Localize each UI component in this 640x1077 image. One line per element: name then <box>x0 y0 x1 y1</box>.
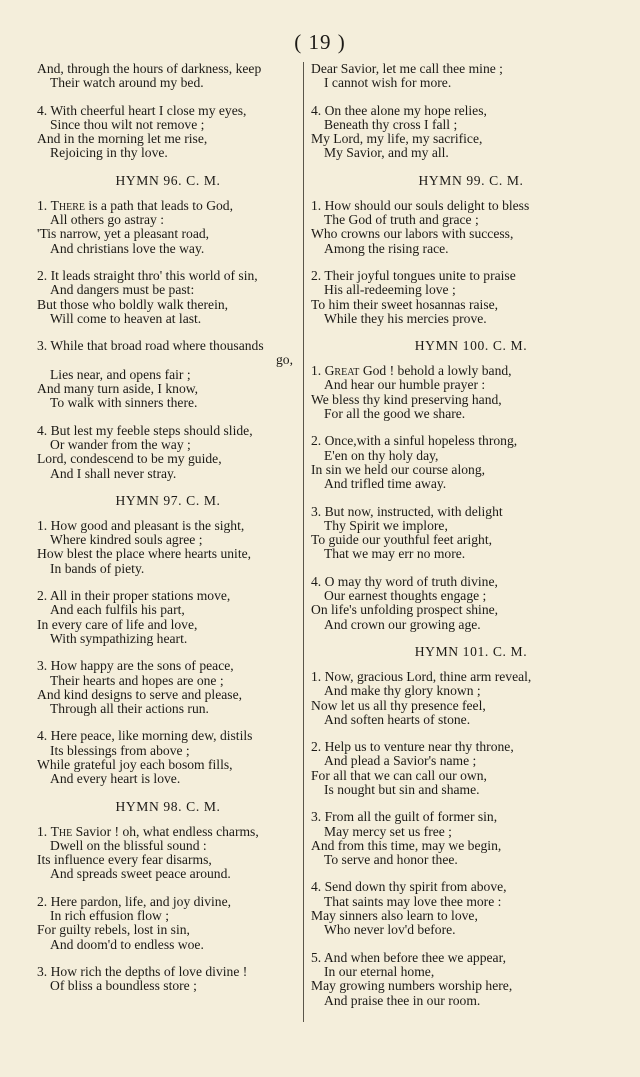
verse-line: Beneath thy cross I fall ; <box>324 116 458 132</box>
verse-line: Is nought but sin and shame. <box>324 781 480 797</box>
verse-line: To him their sweet hosannas raise, <box>311 296 499 312</box>
verse-line: For all that we can call our own, <box>311 767 487 783</box>
verse-line: Its influence every fear disarms, <box>37 852 212 868</box>
stanza <box>37 519 299 576</box>
verse-line: Lies near, and opens fair ; <box>50 366 191 382</box>
verse-line: Of bliss a boundless store ; <box>50 978 197 994</box>
verse-line: To guide our youthful feet aright, <box>311 532 493 548</box>
verse-line: 1. Now, gracious Lord, thine arm reveal, <box>311 668 532 684</box>
stanza <box>37 199 299 256</box>
verse-line: Dwell on the blissful sound : <box>50 837 207 853</box>
verse-line: I cannot wish for more. <box>324 75 452 91</box>
verse-line: Rejoicing in thy love. <box>50 145 168 161</box>
verse-line: 4. O may thy word of truth divine, <box>311 573 498 589</box>
verse-line: And, through the hours of darkness, keep <box>37 61 262 76</box>
stanza <box>311 575 631 632</box>
stanza <box>37 825 299 882</box>
verse-line-turnover: go, <box>276 352 293 368</box>
stanza <box>311 364 631 421</box>
stanza <box>311 740 631 797</box>
verse-line: 2. It leads straight thro' this world of sin, <box>37 267 258 283</box>
verse-line: In our eternal home, <box>324 963 435 979</box>
hymn-heading: HYMN 96. C. M. <box>115 172 221 188</box>
verse-line: 3. From all the guilt of former sin, <box>311 809 498 825</box>
column-divider <box>303 62 304 1022</box>
verse-line: To walk with sinners there. <box>50 395 198 411</box>
verse-line: And trifled time away. <box>324 476 447 492</box>
stanza <box>311 951 631 1008</box>
stanza <box>311 810 631 867</box>
verse-line: In every care of life and love, <box>37 616 198 632</box>
stanza <box>37 965 299 994</box>
verse-line: To serve and honor thee. <box>324 852 458 868</box>
verse-line: 3. But now, instructed, with delight <box>311 503 503 519</box>
verse-line: While grateful joy each bosom fills, <box>37 756 233 772</box>
hymn-heading: HYMN 100. C. M. <box>414 338 528 354</box>
page-number: ( 19 ) <box>294 30 346 54</box>
verse-line: Lord, condescend to be my guide, <box>37 451 222 467</box>
verse-line: Our earnest thoughts engage ; <box>324 588 487 604</box>
verse-line: 2. Once,with a sinful hopeless throng, <box>311 433 518 449</box>
verse-line: 1. How good and pleasant is the sight, <box>37 517 245 533</box>
verse-line: And plead a Savior's name ; <box>324 753 477 769</box>
verse-line: We bless thy kind preserving hand, <box>311 391 502 407</box>
verse-line: Where kindred souls agree ; <box>50 532 203 548</box>
stanza <box>37 729 299 786</box>
verse-line: E'en on thy holy day, <box>324 447 439 463</box>
verse-line: In rich effusion flow ; <box>50 908 170 924</box>
verse-line: All others go astray : <box>50 212 165 228</box>
verse-line: In sin we held our course along, <box>311 461 486 477</box>
verse-line: And crown our growing age. <box>324 616 481 632</box>
verse-line: 4. Here peace, like morning dew, distils <box>37 728 253 744</box>
verse-line: 4. But lest my feeble steps should slide, <box>37 422 253 438</box>
verse-line: And spreads sweet peace around. <box>50 866 231 882</box>
stanza <box>37 339 299 410</box>
verse-line: And in the morning let me rise, <box>37 131 208 147</box>
verse-line: Among the rising race. <box>324 240 449 256</box>
verse-line: My Savior, and my all. <box>324 145 449 161</box>
stanza <box>37 104 299 161</box>
verse-line: And each fulfils his part, <box>50 602 185 618</box>
verse-line: 4. With cheerful heart I close my eyes, <box>37 102 247 118</box>
verse-line: Now let us all thy presence feel, <box>311 697 486 713</box>
verse-line: And soften hearts of stone. <box>324 711 471 727</box>
verse-line: 2. Help us to venture near thy throne, <box>311 739 514 755</box>
verse-line: Thy Spirit we implore, <box>324 517 448 533</box>
verse-line: 2. Here pardon, life, and joy divine, <box>37 893 232 909</box>
stanza <box>311 269 631 326</box>
verse-line: And many turn aside, I know, <box>37 381 199 397</box>
verse-line: 'Tis narrow, yet a pleasant road, <box>37 226 210 242</box>
verse-line: And hear our humble prayer : <box>324 377 486 393</box>
verse-line: Their hearts and hopes are one ; <box>50 672 224 688</box>
verse-line: That we may err no more. <box>324 546 466 562</box>
verse-line: In bands of piety. <box>50 560 145 576</box>
hymn-heading: HYMN 98. C. M. <box>115 798 221 814</box>
verse-line: 4. Send down thy spirit from above, <box>311 879 507 895</box>
verse-line: 1. How should our souls delight to bless <box>311 197 530 213</box>
verse-line: 1. Great God ! behold a lowly band, <box>311 363 512 379</box>
verse-line: Will come to heaven at last. <box>50 310 202 326</box>
verse-line: Dear Savior, let me call thee mine ; <box>311 61 503 76</box>
stanza <box>311 199 631 256</box>
verse-line: But those who boldly walk therein, <box>37 296 229 312</box>
hymn-heading: HYMN 97. C. M. <box>115 492 221 508</box>
verse-line: And I shall never stray. <box>50 465 177 481</box>
right-column <box>311 62 631 1021</box>
verse-line: Its blessings from above ; <box>50 742 190 758</box>
verse-line: On life's unfolding prospect shine, <box>311 602 499 618</box>
verse-line: Through all their actions run. <box>50 701 209 717</box>
verse-line: 3. How rich the depths of love divine ! <box>37 963 248 979</box>
verse-line: Or wander from the way ; <box>50 436 191 452</box>
verse-line: 1. There is a path that leads to God, <box>37 197 234 213</box>
verse-line: And dangers must be past: <box>50 282 195 298</box>
hymn-heading: HYMN 101. C. M. <box>414 643 528 659</box>
verse-line: And from this time, may we begin, <box>311 837 502 853</box>
stanza <box>37 269 299 326</box>
verse-line: 3. While that broad road where thousands <box>37 338 264 354</box>
stanza <box>311 505 631 562</box>
stanza <box>311 104 631 161</box>
stanza <box>311 880 631 937</box>
verse-line: 3. How happy are the sons of peace, <box>37 658 234 674</box>
stanza <box>37 424 299 481</box>
verse-line: 2. All in their proper stations move, <box>37 588 231 604</box>
stanza <box>37 589 299 646</box>
verse-line: That saints may love thee more : <box>324 893 502 909</box>
verse-line: For guilty rebels, lost in sin, <box>37 922 190 938</box>
verse-line: How blest the place where hearts unite, <box>37 546 252 562</box>
verse-line: May sinners also learn to love, <box>311 908 478 924</box>
verse-line: And make thy glory known ; <box>324 683 481 699</box>
verse-line: And praise thee in our room. <box>324 992 481 1008</box>
verse-line: His all-redeeming love ; <box>324 282 456 298</box>
continued-fragment <box>311 62 631 91</box>
stanza <box>37 659 299 716</box>
continued-fragment <box>37 62 299 91</box>
verse-line: Since thou wilt not remove ; <box>50 116 205 132</box>
verse-line: 4. On thee alone my hope relies, <box>311 102 487 118</box>
hymn-heading: HYMN 99. C. M. <box>418 172 524 188</box>
verse-line: And doom'd to endless woe. <box>50 936 204 952</box>
verse-line: Who never lov'd before. <box>324 922 456 938</box>
verse-line: For all the good we share. <box>324 406 466 422</box>
verse-line: My Lord, my life, my sacrifice, <box>311 131 483 147</box>
verse-line: Who crowns our labors with success, <box>311 226 514 242</box>
verse-line: And kind designs to serve and please, <box>37 686 242 702</box>
verse-line: May growing numbers worship here, <box>311 978 513 994</box>
verse-line: 1. The Savior ! oh, what endless charms, <box>37 823 259 839</box>
left-column <box>37 62 299 1007</box>
verse-line: 2. Their joyful tongues unite to praise <box>311 267 516 283</box>
stanza <box>311 434 631 491</box>
verse-line: While they his mercies prove. <box>324 310 487 326</box>
verse-line: The God of truth and grace ; <box>324 212 479 228</box>
stanza <box>37 895 299 952</box>
verse-line: 5. And when before thee we appear, <box>311 949 506 965</box>
verse-line: Their watch around my bed. <box>50 75 204 91</box>
verse-line: May mercy set us free ; <box>324 823 452 839</box>
verse-line: And christians love the way. <box>50 240 205 256</box>
stanza <box>311 670 631 727</box>
verse-line: With sympathizing heart. <box>50 630 188 646</box>
verse-line: And every heart is love. <box>50 771 181 787</box>
